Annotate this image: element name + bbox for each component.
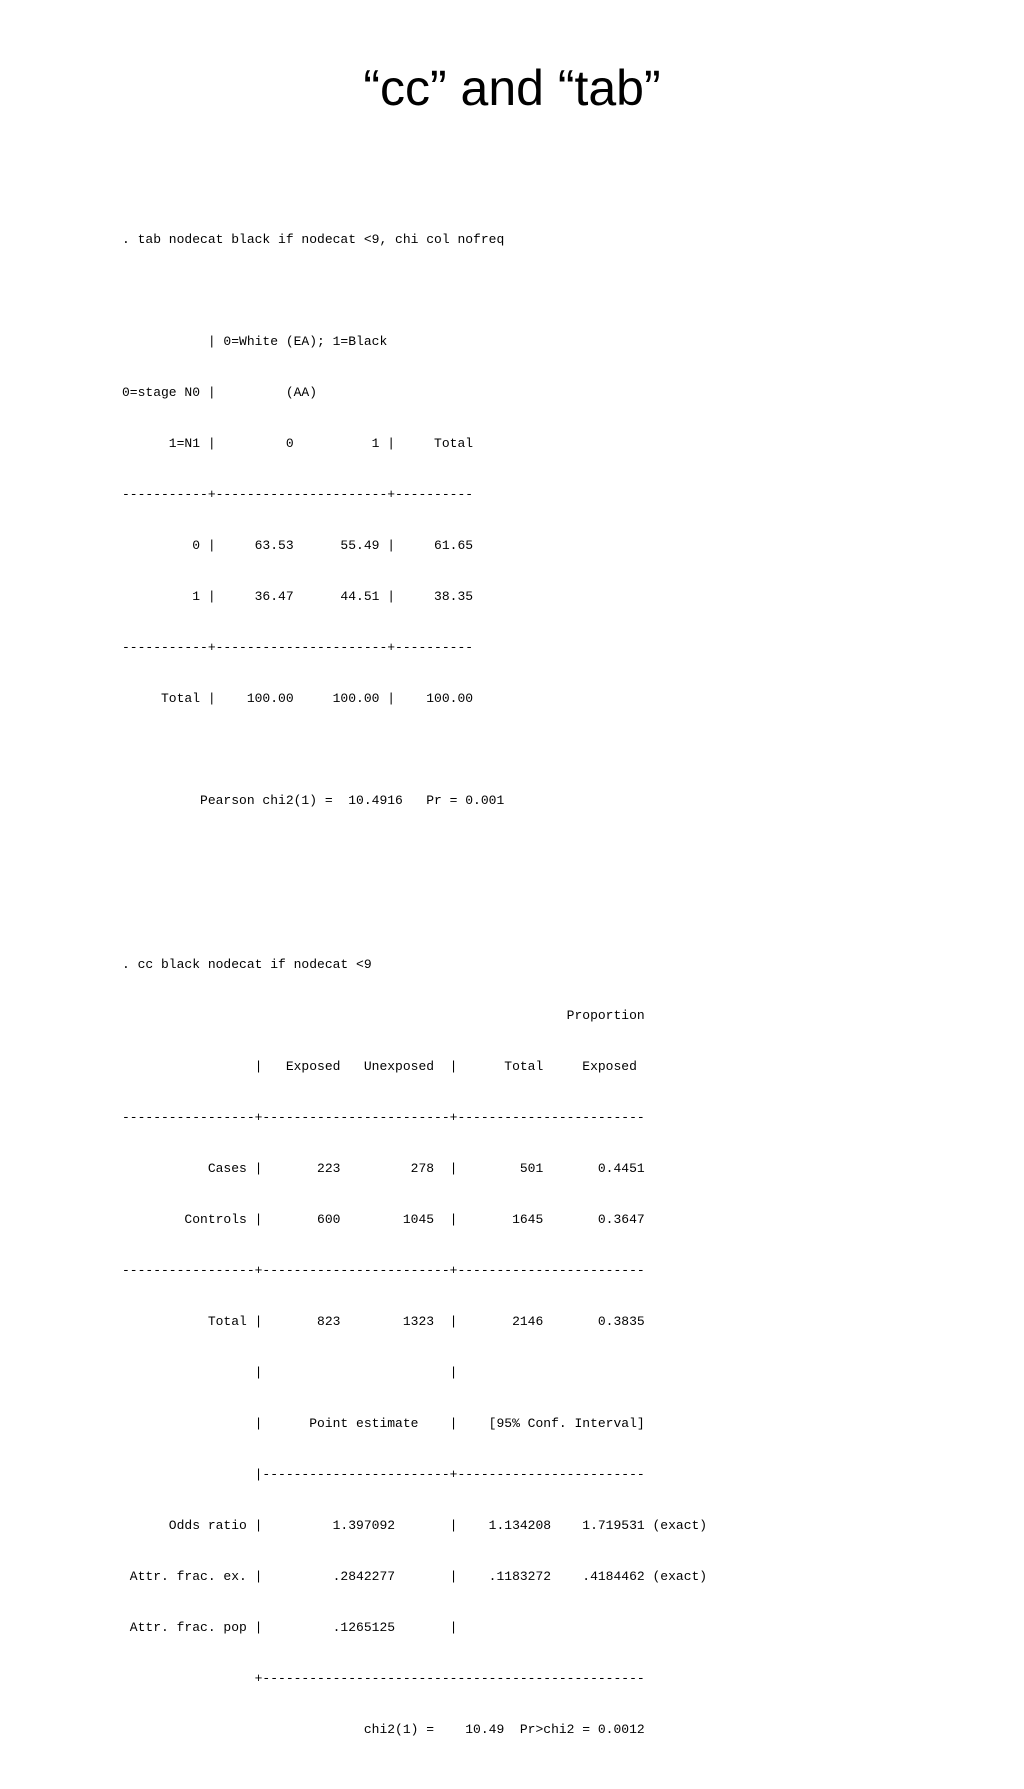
output-line: Pearson chi2(1) = 10.4916 Pr = 0.001 [122, 793, 505, 808]
output-line: Attr. frac. pop | .1265125 | [122, 1620, 458, 1635]
tab-command-output [122, 197, 707, 843]
output-line [122, 741, 707, 758]
stata-output [122, 163, 707, 1789]
output-line: chi2(1) = 10.49 Pr>chi2 = 0.0012 [122, 1722, 645, 1737]
output-line: 1 | 36.47 44.51 | 38.35 [122, 589, 474, 604]
output-line: -----------------+------------------------+------------------------ [122, 1263, 645, 1278]
output-line: -----------------+------------------------+------------------------ [122, 1110, 645, 1125]
output-line: 0=stage N0 | (AA) [122, 385, 318, 400]
output-line: +------------------------------------------------- [122, 1671, 645, 1686]
output-line: -----------+----------------------+---------- [122, 640, 474, 655]
output-line: | 0=White (EA); 1=Black [122, 334, 388, 349]
output-line: Proportion [122, 1008, 645, 1023]
output-line: Cases | 223 278 | 501 0.4451 [122, 1161, 645, 1176]
output-line: | Exposed Unexposed | Total Exposed [122, 1059, 637, 1074]
output-line: Total | 100.00 100.00 | 100.00 [122, 691, 474, 706]
output-line: 1=N1 | 0 1 | Total [122, 436, 474, 451]
output-line: | Point estimate | [95% Conf. Interval] [122, 1416, 645, 1431]
output-line: Odds ratio | 1.397092 | 1.134208 1.719531 (exact) [122, 1518, 708, 1533]
output-line: 0 | 63.53 55.49 | 61.65 [122, 538, 474, 553]
output-line: |------------------------+------------------------ [122, 1467, 645, 1482]
output-line [122, 282, 707, 299]
output-line: -----------+----------------------+---------- [122, 487, 474, 502]
output-line: Total | 823 1323 | 2146 0.3835 [122, 1314, 645, 1329]
output-line: | | [122, 1365, 458, 1380]
output-line: Controls | 600 1045 | 1645 0.3647 [122, 1212, 645, 1227]
slide-title: “cc” and “tab” [363, 60, 661, 116]
block-gap [122, 877, 707, 888]
output-line: . cc black nodecat if nodecat <9 [122, 957, 372, 972]
output-line: Attr. frac. ex. | .2842277 | .1183272 .4184462 (exact) [122, 1569, 708, 1584]
output-line: . tab nodecat black if nodecat <9, chi col nofreq [122, 232, 505, 247]
cc-command-output [122, 922, 707, 1772]
